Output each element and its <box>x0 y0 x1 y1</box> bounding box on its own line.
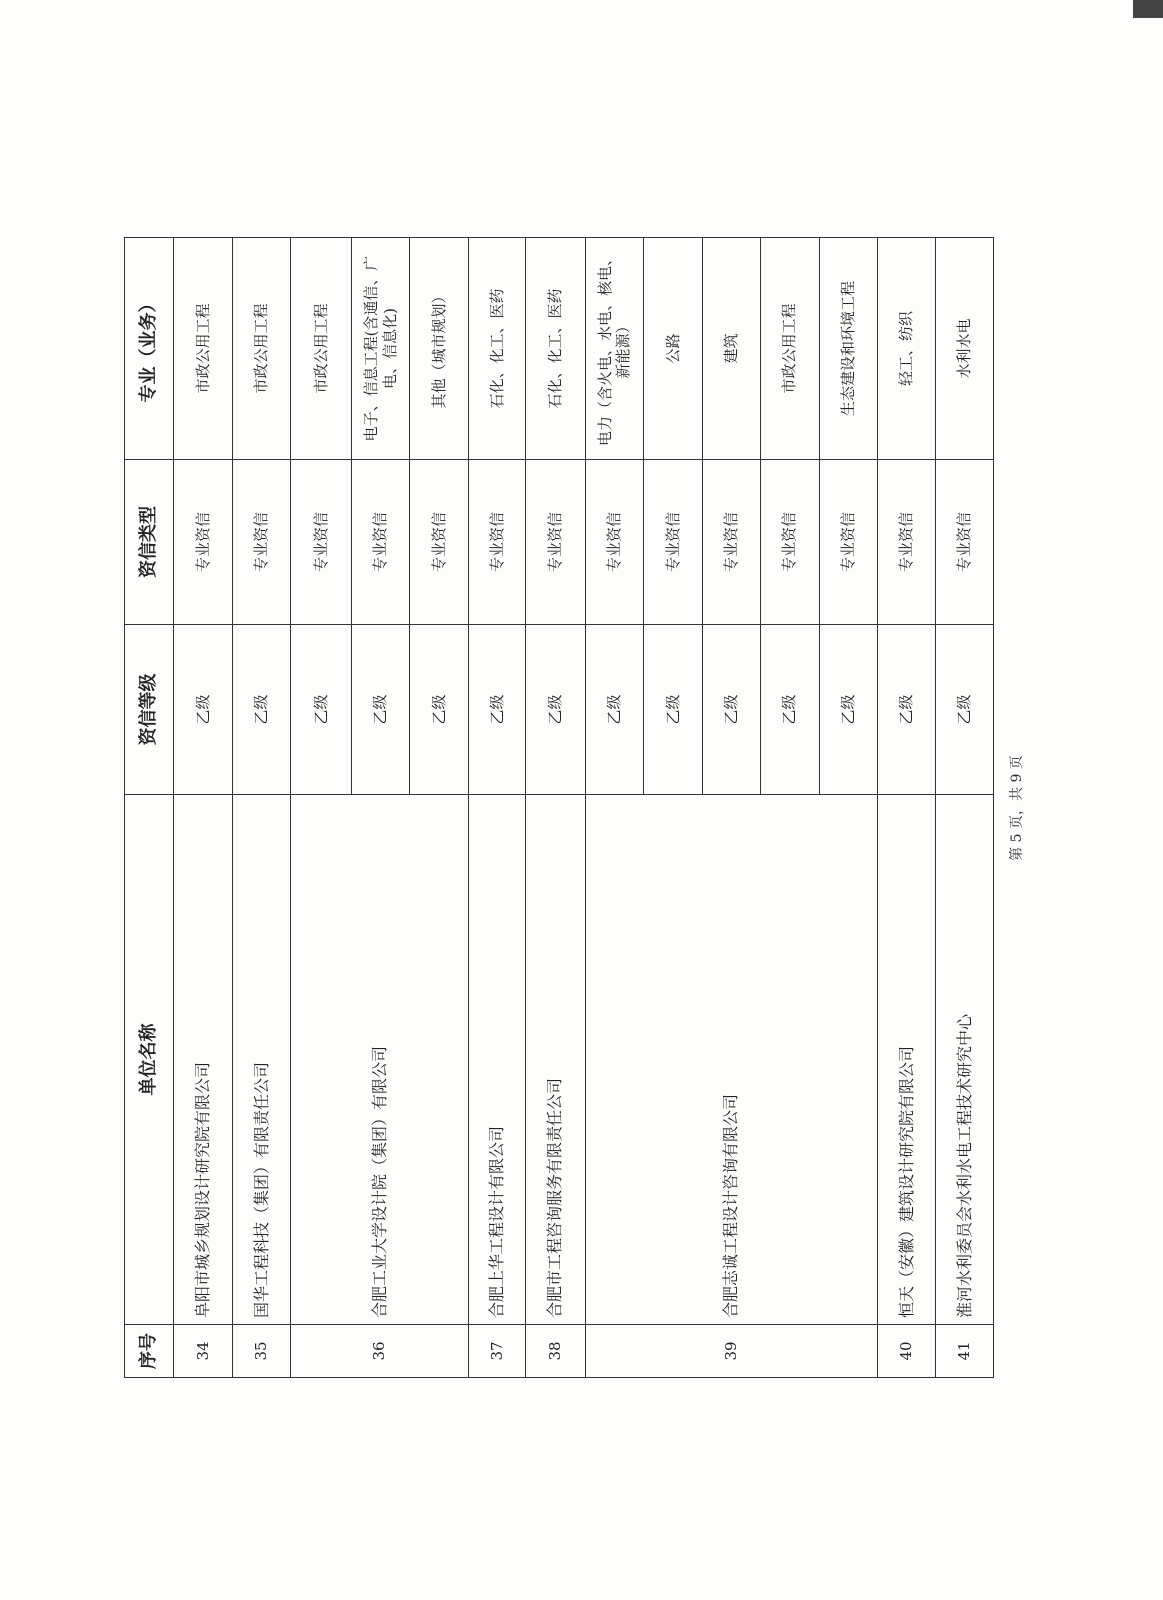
row-spec: 电力（含火电、水电、核电、新能源） <box>585 238 643 460</box>
row-type: 专业资信 <box>936 460 994 625</box>
row-seq: 38 <box>526 1325 585 1378</box>
header-spec: 专业（业务） <box>125 238 174 460</box>
header-name: 单位名称 <box>125 795 174 1325</box>
row-grade: 乙级 <box>761 625 819 795</box>
table-row <box>291 238 351 1378</box>
row-type: 专业资信 <box>232 460 290 625</box>
scan-edge-mark <box>1133 0 1163 18</box>
row-grade: 乙级 <box>526 625 585 795</box>
row-spec: 市政公用工程 <box>291 238 351 460</box>
row-type: 专业资信 <box>702 460 760 625</box>
row-name: 合肥志诚工程设计咨询有限公司 <box>585 795 877 1325</box>
row-grade: 乙级 <box>232 625 290 795</box>
row-grade: 乙级 <box>936 625 994 795</box>
row-type: 专业资信 <box>351 460 409 625</box>
row-grade: 乙级 <box>878 625 936 795</box>
row-type: 专业资信 <box>410 460 468 625</box>
row-grade: 乙级 <box>702 625 760 795</box>
table-row <box>936 238 994 1378</box>
header-type: 资信类型 <box>125 460 174 625</box>
rotated-page <box>124 238 1025 1378</box>
row-name: 阜阳市城乡规划设计研究院有限公司 <box>174 795 232 1325</box>
row-grade: 乙级 <box>585 625 643 795</box>
row-type: 专业资信 <box>878 460 936 625</box>
row-seq: 40 <box>878 1325 936 1378</box>
header-row <box>125 238 174 1378</box>
row-grade: 乙级 <box>819 625 877 795</box>
row-grade: 乙级 <box>291 625 351 795</box>
header-seq: 序号 <box>125 1325 174 1378</box>
row-spec: 水利水电 <box>936 238 994 460</box>
row-grade: 乙级 <box>644 625 702 795</box>
row-seq: 41 <box>936 1325 994 1378</box>
row-seq: 36 <box>291 1325 468 1378</box>
header-grade: 资信等级 <box>125 625 174 795</box>
row-type: 专业资信 <box>291 460 351 625</box>
row-seq: 39 <box>585 1325 877 1378</box>
row-type: 专业资信 <box>761 460 819 625</box>
row-seq: 37 <box>468 1325 525 1378</box>
row-type: 专业资信 <box>526 460 585 625</box>
row-spec: 石化、化工、医药 <box>526 238 585 460</box>
row-grade: 乙级 <box>410 625 468 795</box>
row-grade: 乙级 <box>351 625 409 795</box>
row-name: 淮河水利委员会水利水电工程技术研究中心 <box>936 795 994 1325</box>
row-spec: 生态建设和环境工程 <box>819 238 877 460</box>
row-grade: 乙级 <box>174 625 232 795</box>
row-spec: 其他（城市规划） <box>410 238 468 460</box>
row-type: 专业资信 <box>468 460 525 625</box>
row-type: 专业资信 <box>644 460 702 625</box>
row-spec: 电子、信息工程(含通信、广电、信息化) <box>351 238 409 460</box>
row-spec: 市政公用工程 <box>174 238 232 460</box>
row-type: 专业资信 <box>585 460 643 625</box>
table-row <box>232 238 290 1378</box>
row-spec: 石化、化工、医药 <box>468 238 525 460</box>
row-type: 专业资信 <box>819 460 877 625</box>
row-name: 合肥工业大学设计院（集团）有限公司 <box>291 795 468 1325</box>
row-spec: 市政公用工程 <box>761 238 819 460</box>
table-row <box>468 238 525 1378</box>
row-grade: 乙级 <box>468 625 525 795</box>
row-name: 合肥上华工程设计有限公司 <box>468 795 525 1325</box>
table-row <box>526 238 585 1378</box>
row-spec: 公路 <box>644 238 702 460</box>
page-footer: 第 5 页，共 9 页 <box>1009 755 1025 861</box>
row-name: 恒天（安徽）建筑设计研究院有限公司 <box>878 795 936 1325</box>
row-name: 国华工程科技（集团）有限责任公司 <box>232 795 290 1325</box>
row-type: 专业资信 <box>174 460 232 625</box>
table-row <box>585 238 643 1378</box>
qualification-table <box>124 237 994 1378</box>
row-name: 合肥市工程咨询服务有限责任公司 <box>526 795 585 1325</box>
row-seq: 34 <box>174 1325 232 1378</box>
table-row <box>174 238 232 1378</box>
row-spec: 建筑 <box>702 238 760 460</box>
row-spec: 市政公用工程 <box>232 238 290 460</box>
row-seq: 35 <box>232 1325 290 1378</box>
table-row <box>878 238 936 1378</box>
row-spec: 轻工、纺织 <box>878 238 936 460</box>
